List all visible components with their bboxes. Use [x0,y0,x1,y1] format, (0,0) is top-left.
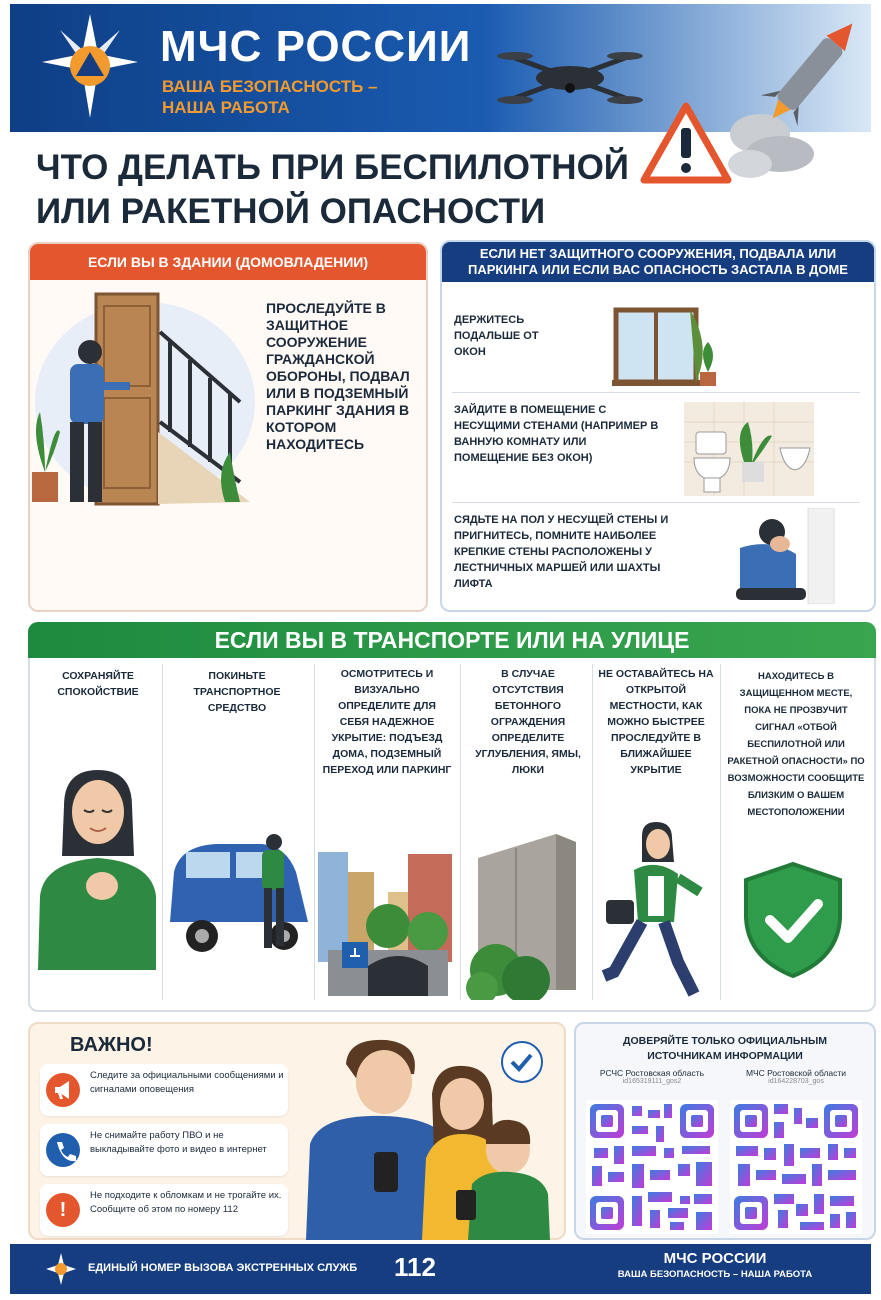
calm-woman-illustration [34,766,160,970]
qr-code-left[interactable] [586,1100,718,1234]
brand-slogan [162,76,377,118]
source-left [582,1068,722,1085]
footer-emergency-number[interactable]: 112 [394,1252,436,1282]
person-leaving-door-illustration [30,282,260,602]
divider [720,664,721,1000]
transport-step-1: СОХРАНЯЙТЕ СПОКОЙСТВИЕ [57,670,139,698]
transport-band: ЕСЛИ ВЫ В ТРАНСПОРТЕ ИЛИ НА УЛИЦЕ [28,622,876,658]
title-line-1: ЧТО ДЕЛАТЬ ПРИ БЕСПИЛОТНОЙ [36,148,629,187]
rocket-icon [720,14,870,184]
mchs-emblem-icon [30,10,150,126]
sources-title [580,1034,870,1064]
divider [592,664,593,1000]
bathroom-illustration [684,402,814,496]
qr-code-right[interactable] [730,1100,862,1234]
important-item-3 [40,1184,288,1236]
source-left-handle: id165319111_gos2 [622,1078,682,1085]
page-title [36,146,636,234]
no-shelter-item-3: СЯДЬТЕ НА ПОЛ У НЕСУЩЕЙ СТЕНЫ И ПРИГНИТЕСЬ, ПОМНИТЕ НАИБОЛЕЕ КРЕПКИЕ СТЕНЫ РАСПОЛОЖЕНЫ У ЛЕСТНИЧНЫХ МАРШЕЙ ИЛИ ШАХТЫ ЛИФТА [454,514,669,590]
mchs-footer-emblem-icon [44,1252,78,1286]
footer-brand-block [590,1250,840,1280]
no-shelter-item-2: ЗАЙДИТЕ В ПОМЕЩЕНИЕ С НЕСУЩИМИ СТЕНАМИ (НАПРИМЕР В ВАННУЮ КОМНАТУ ИЛИ ПОМЕЩЕНИЕ БЕЗ ОКОН) [454,404,659,464]
sources-title-line-1: ДОВЕРЯЙТЕ ТОЛЬКО ОФИЦИАЛЬНЫМ [623,1035,827,1047]
building-instruction: ПРОСЛЕДУЙТЕ В ЗАЩИТНОЕ СООРУЖЕНИЕ ГРАЖДАНСКОЙ ОБОРОНЫ, ПОДВАЛ ИЛИ В ПОДЗЕМНЫЙ ПАРКИНГ ЗДАНИЯ В КОТОРОМ НАХОДИТЕСЬ [266,300,410,452]
transport-step-4: В СЛУЧАЕ ОТСУТСТВИЯ БЕТОННОГО ОГРАЖДЕНИЯ ОПРЕДЕЛИТЕ УГЛУБЛЕНИЯ, ЯМЫ, ЛЮКИ [475,668,581,776]
important-item-1 [40,1064,288,1116]
footer-slogan: ВАША БЕЗОПАСНОСТЬ – НАША РАБОТА [617,1269,813,1280]
no-shelter-tag: ЕСЛИ НЕТ ЗАЩИТНОГО СООРУЖЕНИЯ, ПОДВАЛА ИЛИ ПАРКИНГА ИЛИ ЕСЛИ ВАС ОПАСНОСТЬ ЗАСТАЛА В ДОМЕ [442,242,874,282]
phone-icon [46,1133,80,1167]
divider [452,392,860,393]
transport-step-6: НАХОДИТЕСЬ В ЗАЩИЩЕННОМ МЕСТЕ, ПОКА НЕ ПРОЗВУЧИТ СИГНАЛ «ОТБОЙ БЕСПИЛОТНОЙ ИЛИ РАКЕТНОЙ ОПАСНОСТИ» ПО ВОЗМОЖНОСТИ СООБЩИТЕ БЛИЗКИМ О ВАШЕМ МЕСТОПОЛОЖЕНИИ [727,671,865,818]
important-title: ВАЖНО! [70,1034,153,1056]
source-right-name: МЧС Ростовской области [745,1068,847,1078]
drone-icon [495,36,645,116]
concrete-wall-illustration [466,830,586,1000]
family-with-phones-illustration [296,1034,560,1240]
transport-step-5: НЕ ОСТАВАЙТЕСЬ НА ОТКРЫТОЙ МЕСТНОСТИ, КАК МОЖНО БЫСТРЕЕ ПРОСЛЕДУЙТЕ В БЛИЖАЙШЕЕ УКРЫТИЕ [598,668,714,776]
divider [452,502,860,503]
important-item-text: Не подходите к обломкам и не трогайте их. Сообщите об этом по номеру 112 [90,1190,282,1215]
warning-triangle-icon [640,102,732,184]
title-line-2: ИЛИ РАКЕТНОЙ ОПАСНОСТИ [36,192,546,231]
warning-icon: ! [46,1193,80,1227]
slogan-line-1: ВАША БЕЗОПАСНОСТЬ – [162,77,378,96]
important-item-2 [40,1124,288,1176]
source-right [726,1068,866,1085]
divider [162,664,163,1000]
running-woman-illustration [594,822,718,1002]
window-illustration [612,306,722,390]
transport-step-2: ПОКИНЬТЕ ТРАНСПОРТНОЕ СРЕДСТВО [193,670,281,714]
sources-title-line-2: ИСТОЧНИКАМ ИНФОРМАЦИИ [647,1050,803,1062]
megaphone-icon [46,1073,80,1107]
divider [314,664,315,1000]
shield-check-icon [740,860,846,980]
footer-brand: МЧС РОССИИ [663,1250,767,1267]
leaving-car-illustration [166,832,312,962]
important-item-text: Следите за официальными сообщениями и сигналами оповещения [90,1070,284,1095]
no-shelter-item-1: ДЕРЖИТЕСЬ ПОДАЛЬШЕ ОТ ОКОН [454,314,539,358]
slogan-line-2: НАША РАБОТА [162,98,290,117]
city-shelter-illustration [318,842,458,998]
important-item-text: Не снимайте работу ПВО и не выкладывайте фото и видео в интернет [90,1130,267,1155]
crouching-person-illustration [700,508,840,604]
divider [460,664,461,1000]
footer-label: ЕДИНЫЙ НОМЕР ВЫЗОВА ЭКСТРЕННЫХ СЛУЖБ [88,1262,358,1274]
source-left-name: РСЧС Ростовская область [599,1068,705,1078]
building-tag: ЕСЛИ ВЫ В ЗДАНИИ (ДОМОВЛАДЕНИИ) [30,244,426,280]
transport-step-3: ОСМОТРИТЕСЬ И ВИЗУАЛЬНО ОПРЕДЕЛИТЕ ДЛЯ СЕБЯ НАДЕЖНОЕ УКРЫТИЕ: ПОДЪЕЗД ДОМА, ПОДЗЕМНЫЙ ПЕРЕХОД ИЛИ ПАРКИНГ [322,668,452,776]
source-right-handle: id164228703_gos [768,1078,824,1085]
brand-name: МЧС РОССИИ [160,22,472,71]
